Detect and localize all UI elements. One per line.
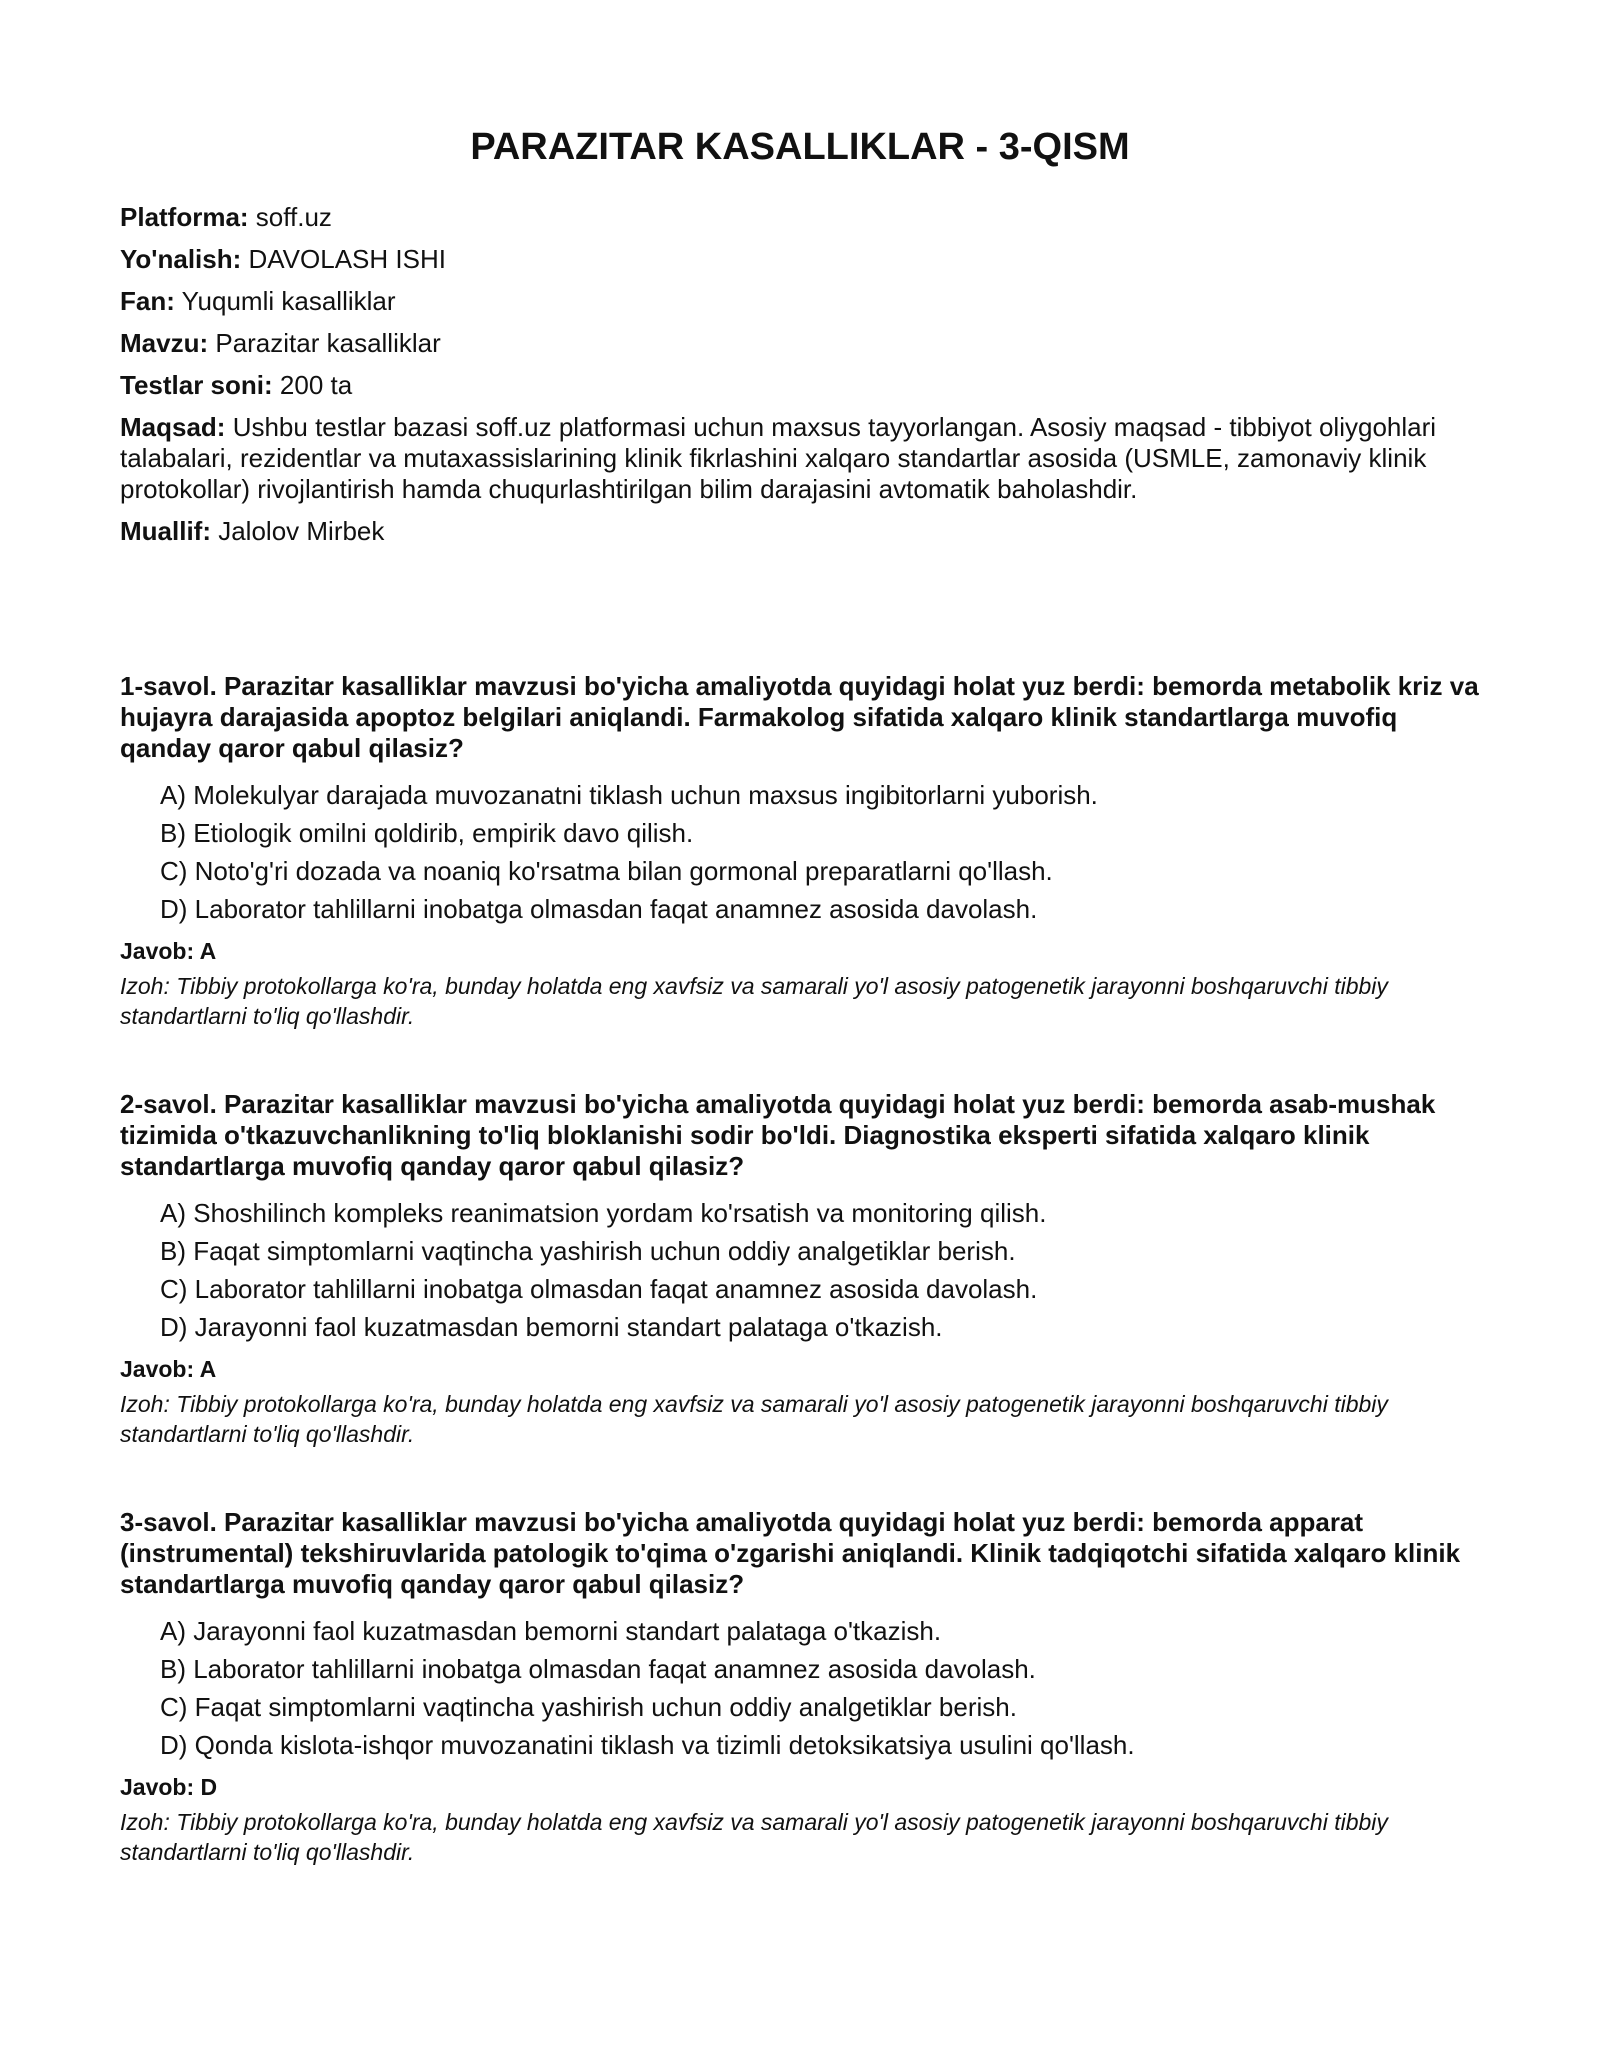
- meta-purpose-value: Ushbu testlar bazasi soff.uz platformasi uchun maxsus tayyorlangan. Asosiy maqsad - tibbiyot oliygohlari talabalari, rezidentlar va mutaxassislarining klinik fikrlashini xalqaro standartlar asosida (USMLE, zamonaviy klinik protokollar) rivojlantirish hamda chuqurlashtirilgan bilim darajasini avtomatik baholashdir.: [120, 412, 1437, 504]
- meta-author-label: Muallif:: [120, 516, 211, 546]
- question-2: [120, 1089, 1480, 1449]
- meta-subject-value: Yuqumli kasalliklar: [174, 286, 396, 316]
- option-a: A) Shoshilinch kompleks reanimatsion yordam ko'rsatish va monitoring qilish.: [160, 1198, 1047, 1228]
- option-list: [160, 1616, 1480, 1761]
- option-c: C) Noto'g'ri dozada va noaniq ko'rsatma bilan gormonal preparatlarni qo'llash.: [160, 856, 1053, 886]
- meta-author-value: Jalolov Mirbek: [211, 516, 385, 546]
- meta-direction-value: DAVOLASH ISHI: [241, 244, 446, 274]
- option-list: [160, 1198, 1480, 1343]
- answer-label: Javob: D: [120, 1774, 218, 1800]
- option-d: D) Qonda kislota-ishqor muvozanatini tiklash va tizimli detoksikatsiya usulini qo'llash.: [160, 1730, 1135, 1760]
- meta-topic: [120, 328, 1480, 359]
- meta-direction-label: Yo'nalish:: [120, 244, 242, 274]
- option-b: B) Etiologik omilni qoldirib, empirik davo qilish.: [160, 818, 694, 848]
- question-text: 3-savol. Parazitar kasalliklar mavzusi bo'yicha amaliyotda quyidagi holat yuz berdi: bemorda apparat (instrumental) tekshiruvlarida patologik to'qima o'zgarishi aniqlandi. Klinik tadqiqotchi sifatida xalqaro klinik standartlarga muvofiq qanday qaror qabul qilasiz?: [120, 1507, 1461, 1599]
- answer-label: Javob: A: [120, 1356, 217, 1382]
- meta-purpose: [120, 412, 1460, 505]
- meta-subject: [120, 286, 1480, 317]
- explanation-text: Izoh: Tibbiy protokollarga ko'ra, bunday holatda eng xavfsiz va samarali yo'l asosiy patogenetik jarayonni boshqaruvchi tibbiy standartlarni to'liq qo'llashdir.: [120, 1809, 1388, 1865]
- meta-test-count: [120, 370, 1480, 401]
- meta-platform-value: soff.uz: [248, 202, 332, 232]
- meta-topic-label: Mavzu:: [120, 328, 209, 358]
- option-d: D) Jarayonni faol kuzatmasdan bemorni standart palataga o'tkazish.: [160, 1312, 943, 1342]
- meta-direction: [120, 244, 1480, 275]
- option-b: B) Faqat simptomlarni vaqtincha yashirish uchun oddiy analgetiklar berish.: [160, 1236, 1016, 1266]
- answer-label: Javob: A: [120, 938, 217, 964]
- meta-topic-value: Parazitar kasalliklar: [208, 328, 441, 358]
- meta-author: [120, 516, 1480, 547]
- option-c: C) Laborator tahlillarni inobatga olmasdan faqat anamnez asosida davolash.: [160, 1274, 1038, 1304]
- option-c: C) Faqat simptomlarni vaqtincha yashirish uchun oddiy analgetiklar berish.: [160, 1692, 1017, 1722]
- page-title: PARAZITAR KASALLIKLAR - 3-QISM: [470, 126, 1130, 168]
- meta-purpose-label: Maqsad:: [120, 412, 226, 442]
- question-text: 2-savol. Parazitar kasalliklar mavzusi bo'yicha amaliyotda quyidagi holat yuz berdi: bemorda asab-mushak tizimida o'tkazuvchanlikning to'liq bloklanishi sodir bo'ldi. Diagnostika eksperti sifatida xalqaro klinik standartlarga muvofiq qanday qaror qabul qilasiz?: [120, 1089, 1436, 1181]
- meta-test-count-value: 200 ta: [272, 370, 353, 400]
- question-list: [120, 671, 1480, 1925]
- explanation-text: Izoh: Tibbiy protokollarga ko'ra, bunday holatda eng xavfsiz va samarali yo'l asosiy patogenetik jarayonni boshqaruvchi tibbiy standartlarni to'liq qo'llashdir.: [120, 1391, 1388, 1447]
- document-meta: [120, 202, 1480, 558]
- option-a: A) Molekulyar darajada muvozanatni tiklash uchun maxsus ingibitorlarni yuborish.: [160, 780, 1098, 810]
- meta-platform: [120, 202, 1480, 233]
- option-list: [160, 780, 1480, 925]
- meta-platform-label: Platforma:: [120, 202, 249, 232]
- question-text: 1-savol. Parazitar kasalliklar mavzusi bo'yicha amaliyotda quyidagi holat yuz berdi: bemorda metabolik kriz va hujayra darajasida apoptoz belgilari aniqlandi. Farmakolog sifatida xalqaro klinik standartlarga muvofiq qanday qaror qabul qilasiz?: [120, 671, 1479, 763]
- option-b: B) Laborator tahlillarni inobatga olmasdan faqat anamnez asosida davolash.: [160, 1654, 1036, 1684]
- option-d: D) Laborator tahlillarni inobatga olmasdan faqat anamnez asosida davolash.: [160, 894, 1038, 924]
- question-3: [120, 1507, 1480, 1867]
- question-1: [120, 671, 1480, 1031]
- meta-subject-label: Fan:: [120, 286, 175, 316]
- explanation-text: Izoh: Tibbiy protokollarga ko'ra, bunday holatda eng xavfsiz va samarali yo'l asosiy patogenetik jarayonni boshqaruvchi tibbiy standartlarni to'liq qo'llashdir.: [120, 973, 1388, 1029]
- meta-test-count-label: Testlar soni:: [120, 370, 273, 400]
- option-a: A) Jarayonni faol kuzatmasdan bemorni standart palataga o'tkazish.: [160, 1616, 942, 1646]
